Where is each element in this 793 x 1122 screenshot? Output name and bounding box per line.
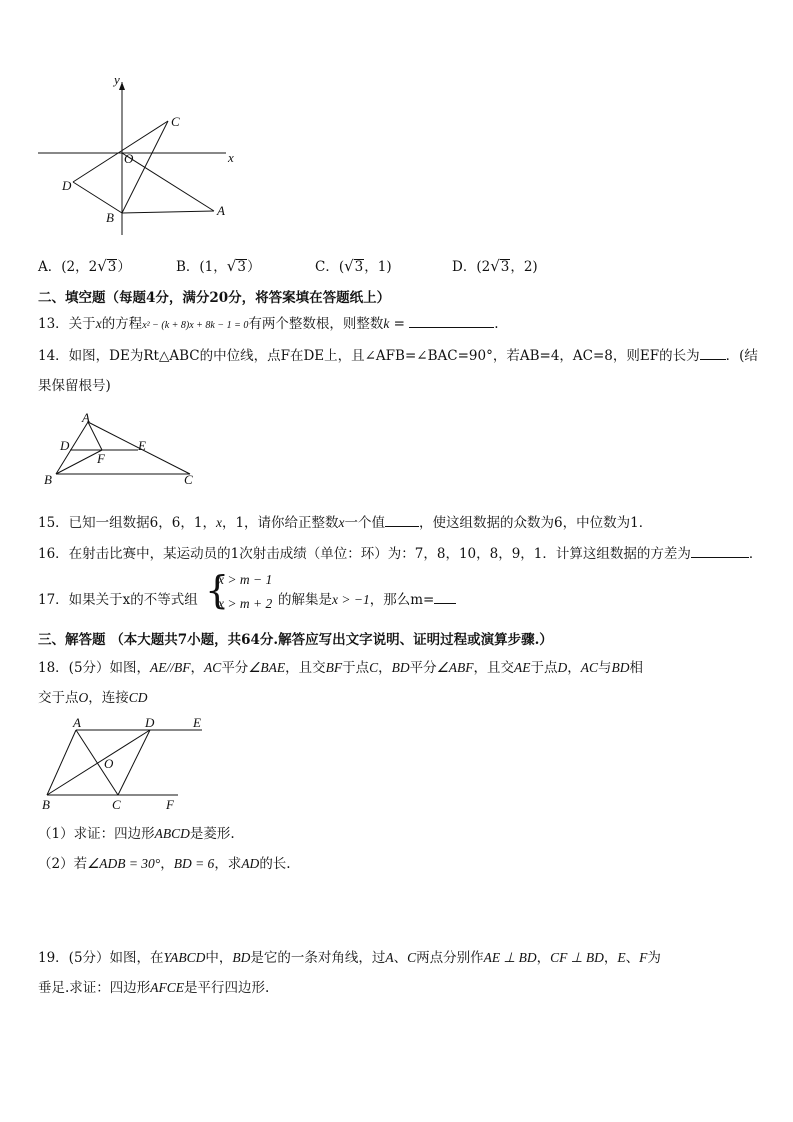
- question-18-part2: （2）若∠ADB = 30°，BD = 6，求AD的长.: [38, 856, 291, 872]
- figure-rhombus: [40, 713, 210, 813]
- option-a: A．(2，2√3）: [38, 257, 131, 275]
- section-2-heading: 二、填空题（每题4分，满分20分，将答案填在答题纸上）: [38, 290, 391, 306]
- fig14-c-label: C: [184, 472, 193, 487]
- question-16: 16．在射击比赛中，某运动员的1次射击成绩（单位：环）为：7，8，10，8，9，1．计算这组数据的方差为 ．: [38, 546, 763, 562]
- fig18-b-label: B: [42, 797, 50, 812]
- fig14-a-label: A: [82, 410, 90, 425]
- fig18-f-label: F: [166, 797, 174, 812]
- point-o-label: O: [124, 151, 134, 166]
- fig18-a-label: A: [73, 715, 81, 730]
- section-3-heading: 三、解答题 （本大题共7小题，共64分.解答应写出文字说明、证明过程或演算步骤.）: [38, 632, 553, 648]
- option-b: B．(1，√3）: [176, 257, 261, 275]
- point-b-label: B: [106, 210, 114, 225]
- question-14-line1: 14．如图，DE为Rt△ABC的中位线，点F在DE上，且∠AFB=∠BAC=90°，若AB=4，AC=8，则EF的长为 ．(结: [38, 348, 758, 364]
- question-15: 15．已知一组数据6，6，1，x，1，请你给正整数x一个值 ，使这组数据的众数为6，中位数为1．: [38, 515, 653, 531]
- figure-coordinate-triangle: [30, 70, 250, 240]
- fig18-e-label: E: [193, 715, 201, 730]
- question-18-line2: 交于点O，连接CD: [38, 690, 148, 706]
- question-14-line2: 果保留根号): [38, 378, 111, 394]
- fig18-c-label: C: [112, 797, 121, 812]
- fig18-o-label: O: [104, 756, 114, 771]
- point-c-label: C: [171, 114, 180, 129]
- figure-triangle-midline: [40, 408, 210, 490]
- fig14-d-label: D: [60, 438, 70, 453]
- q17-ineq-1: x > m − 1: [218, 572, 273, 587]
- axis-y-label: y: [114, 72, 120, 87]
- question-18-line1: 18．(5分）如图，AE//BF，AC平分∠BAE，且交BF于点C，BD平分∠ABF，且交AE于点D，AC与BD相: [38, 660, 644, 676]
- option-d: D．(2√3，2): [452, 257, 538, 275]
- point-a-label: A: [217, 203, 225, 218]
- question-18-part1: （1）求证：四边形ABCD是菱形.: [38, 826, 235, 842]
- fig14-e-label: E: [138, 438, 146, 453]
- fig14-f-label: F: [97, 451, 105, 466]
- q17-ineq-2: x > m + 2: [218, 596, 273, 611]
- question-19-line1: 19．(5分）如图，在YABCD中，BD是它的一条对角线，过A、C两点分别作AE ⊥ BD，CF ⊥ BD，E、F为: [38, 950, 661, 966]
- axis-x-label: x: [228, 150, 234, 165]
- question-13: 13．关于x的方程x² − (k + 8)x + 8k − 1 = 0有两个整数根，则整数k = .: [38, 316, 499, 332]
- point-d-label: D: [62, 178, 72, 193]
- option-c: C．(√3，1): [315, 257, 392, 275]
- fig18-d-label: D: [145, 715, 155, 730]
- question-17: 17．如果关于x的不等式组 { x > m − 1 x > m + 2 的解集是x > −1，那么m=: [38, 572, 198, 618]
- fig14-b-label: B: [44, 472, 52, 487]
- question-19-line2: 垂足.求证：四边形AFCE是平行四边形.: [38, 980, 270, 996]
